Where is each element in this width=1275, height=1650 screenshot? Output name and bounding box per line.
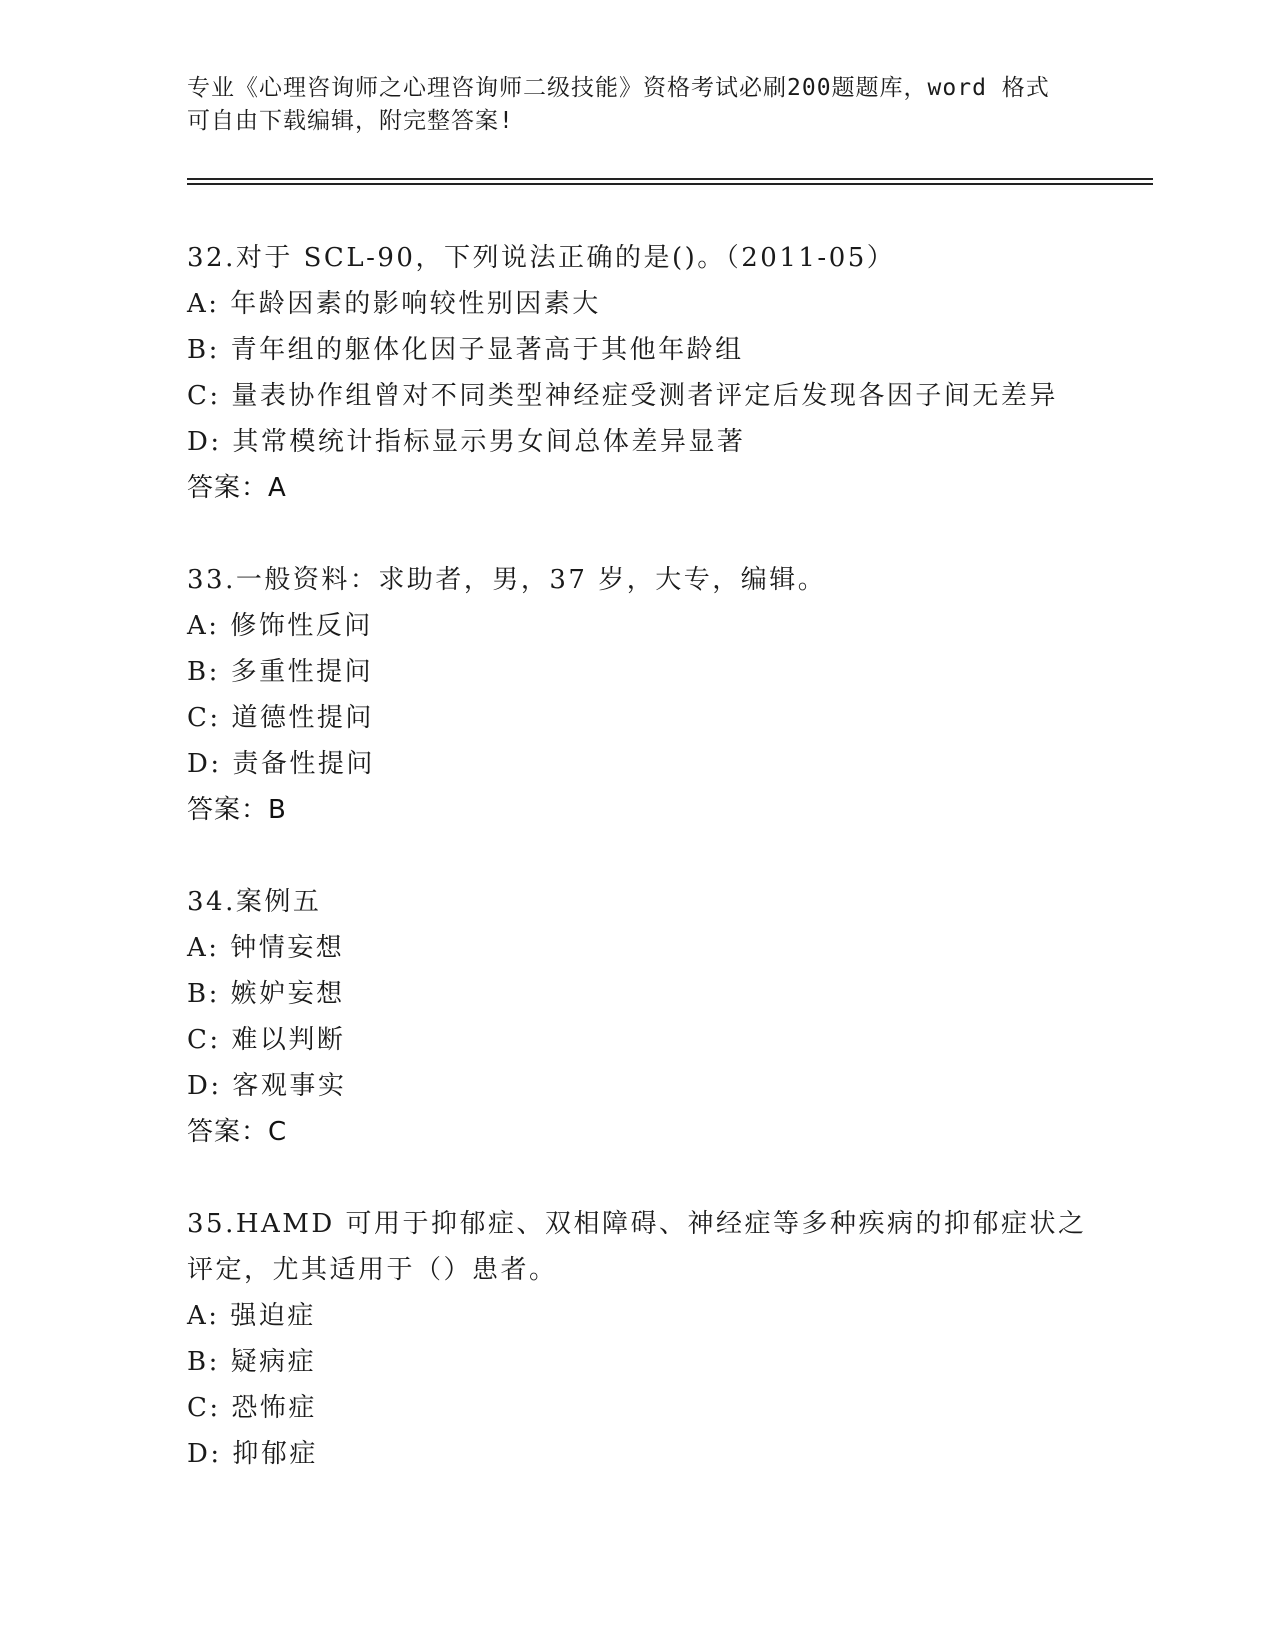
question-34 xyxy=(187,879,1087,1155)
answer-line: 答案：C xyxy=(187,1117,288,1147)
question-stem: 35.HAMD 可用于抑郁症、双相障碍、神经症等多种疾病的抑郁症状之评定，尤其适用于（）患者。 xyxy=(187,1209,1087,1285)
header-divider-bottom xyxy=(187,183,1153,185)
option-c: C: 恐怖症 xyxy=(187,1393,317,1423)
question-list xyxy=(187,235,1087,1523)
option-d: D: 客观事实 xyxy=(187,1071,347,1101)
question-stem: 34.案例五 xyxy=(187,887,322,917)
option-a: A: 年龄因素的影响较性别因素大 xyxy=(187,289,601,319)
option-c: C: 量表协作组曾对不同类型神经症受测者评定后发现各因子间无差异 xyxy=(187,381,1058,411)
option-b: B: 多重性提问 xyxy=(187,657,374,687)
question-stem: 32.对于 SCL-90，下列说法正确的是()。（2011-05） xyxy=(187,243,896,273)
option-b: B: 嫉妒妄想 xyxy=(187,979,345,1009)
document-header xyxy=(187,72,1067,138)
option-c: C: 道德性提问 xyxy=(187,703,374,733)
option-d: D: 责备性提问 xyxy=(187,749,375,779)
header-divider-top xyxy=(187,178,1153,180)
header-line-2: 可自由下载编辑，附完整答案! xyxy=(187,108,514,134)
option-a: A: 修饰性反问 xyxy=(187,611,373,641)
option-a: A: 钟情妄想 xyxy=(187,933,345,963)
question-32 xyxy=(187,235,1087,511)
question-35 xyxy=(187,1201,1087,1477)
option-b: B: 疑病症 xyxy=(187,1347,317,1377)
question-stem: 33.一般资料：求助者，男，37 岁，大专，编辑。 xyxy=(187,565,827,595)
option-a: A: 强迫症 xyxy=(187,1301,316,1331)
option-c: C: 难以判断 xyxy=(187,1025,346,1055)
option-b: B: 青年组的躯体化因子显著高于其他年龄组 xyxy=(187,335,744,365)
header-line-1: 专业《心理咨询师之心理咨询师二级技能》资格考试必刷200题题库，word 格式 xyxy=(187,75,1050,101)
option-d: D: 抑郁症 xyxy=(187,1439,318,1469)
option-d: D: 其常模统计指标显示男女间总体差异显著 xyxy=(187,427,746,457)
question-33 xyxy=(187,557,1087,833)
answer-line: 答案：B xyxy=(187,795,287,825)
answer-line: 答案：A xyxy=(187,473,287,503)
